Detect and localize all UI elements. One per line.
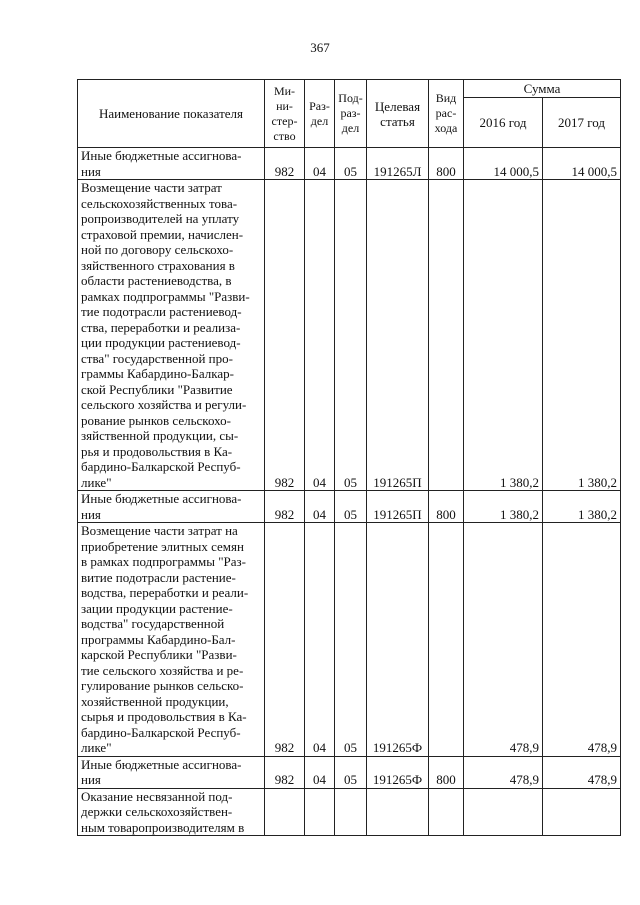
row-name: Иные бюджетные ассигнова- ния <box>78 148 265 180</box>
row-subsection: 05 <box>335 756 367 788</box>
row-sum-2016: 1 380,2 <box>464 180 543 491</box>
row-subsection: 05 <box>335 523 367 757</box>
row-name: Возмещение части затрат на приобретение элитных семян в рамках подпрограммы "Раз- витие подотрасли растение- водства, переработки и реали- зации продукции растение- водства" государственной программы Кабардино-Бал- карской Республики "Разви- тие сельского хозяйства и ре- гулирование рынков сельско- хозяйственной продукции, сырья и продовольствия в Ка- бардино-Балкарской Респуб- лике" <box>78 523 265 757</box>
table-row <box>78 788 621 836</box>
table-row <box>78 523 621 757</box>
row-sum-2016: 478,9 <box>464 523 543 757</box>
row-sum-2017 <box>543 788 621 836</box>
row-sum-2017: 478,9 <box>543 523 621 757</box>
row-section: 04 <box>305 756 335 788</box>
table-row <box>78 491 621 523</box>
header-sum: Сумма <box>464 80 621 98</box>
table-header <box>78 80 621 148</box>
page-number: 367 <box>310 40 330 55</box>
row-ministry: 982 <box>265 756 305 788</box>
budget-table <box>77 79 621 836</box>
row-ministry: 982 <box>265 180 305 491</box>
row-name: Иные бюджетные ассигнова- ния <box>78 756 265 788</box>
row-target <box>367 788 429 836</box>
row-expense-type: 800 <box>429 491 464 523</box>
row-ministry: 982 <box>265 491 305 523</box>
table-row <box>78 756 621 788</box>
row-section: 04 <box>305 180 335 491</box>
row-name: Оказание несвязанной под- держки сельскохозяйствен- ным товаропроизводителям в <box>78 788 265 836</box>
row-sum-2017: 14 000,5 <box>543 148 621 180</box>
row-sum-2017: 1 380,2 <box>543 180 621 491</box>
row-name: Иные бюджетные ассигнова- ния <box>78 491 265 523</box>
row-section <box>305 788 335 836</box>
row-sum-2016: 478,9 <box>464 756 543 788</box>
row-sum-2016: 1 380,2 <box>464 491 543 523</box>
header-ministry: Ми- ни- стер- ство <box>265 80 305 148</box>
row-expense-type: 800 <box>429 756 464 788</box>
row-expense-type <box>429 180 464 491</box>
row-expense-type <box>429 523 464 757</box>
row-target: 191265Ф <box>367 523 429 757</box>
header-section: Раз- дел <box>305 80 335 148</box>
row-target: 191265П <box>367 180 429 491</box>
row-ministry: 982 <box>265 148 305 180</box>
row-sum-2016: 14 000,5 <box>464 148 543 180</box>
row-sum-2017: 1 380,2 <box>543 491 621 523</box>
header-subsection: Под- раз- дел <box>335 80 367 148</box>
row-subsection: 05 <box>335 148 367 180</box>
row-target: 191265Ф <box>367 756 429 788</box>
header-year-2016: 2016 год <box>464 98 543 148</box>
row-target: 191265П <box>367 491 429 523</box>
row-section: 04 <box>305 148 335 180</box>
row-name: Возмещение части затрат сельскохозяйственных това- ропроизводителей на уплату страховой премии, начислен- ной по договору сельскохо- зяйственного страхования в области растениеводства, в рамках подпрограммы "Разви- тие подотрасли растениевод- ства, переработки и реализа- ции продукции растениевод- ства" государственной про- граммы Кабардино-Балкар- ской Республики "Развитие сельского хозяйства и регули- рование рынков сельскохо- зяйственной продукции, сы- рья и продовольствия в Ка- бардино-Балкарской Респуб- лике" <box>78 180 265 491</box>
row-sum-2016 <box>464 788 543 836</box>
row-expense-type <box>429 788 464 836</box>
row-section: 04 <box>305 491 335 523</box>
table-row <box>78 148 621 180</box>
row-target: 191265Л <box>367 148 429 180</box>
header-expense-type: Вид рас- хода <box>429 80 464 148</box>
row-expense-type: 800 <box>429 148 464 180</box>
header-name: Наименование показателя <box>78 80 265 148</box>
row-subsection: 05 <box>335 180 367 491</box>
row-subsection <box>335 788 367 836</box>
header-year-2017: 2017 год <box>543 98 621 148</box>
row-section: 04 <box>305 523 335 757</box>
table-body <box>78 148 621 836</box>
row-ministry <box>265 788 305 836</box>
header-target: Целевая статья <box>367 80 429 148</box>
table-row <box>78 180 621 491</box>
row-subsection: 05 <box>335 491 367 523</box>
row-sum-2017: 478,9 <box>543 756 621 788</box>
row-ministry: 982 <box>265 523 305 757</box>
